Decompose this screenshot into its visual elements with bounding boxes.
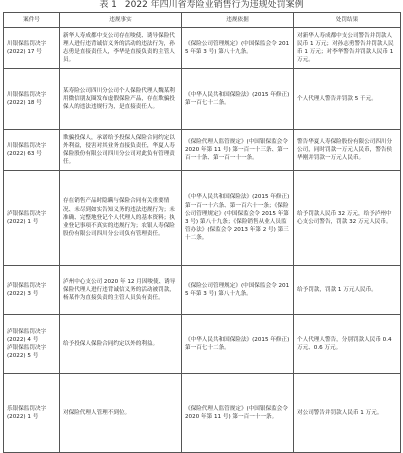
case-number-line: (2022) 4 号 [7,336,39,343]
penalty-cases-table [3,12,401,453]
case-number-line: 川银保监罚决字 [7,91,47,98]
table-row [4,374,401,453]
case-number-cell [4,28,60,69]
case-number-line: (2022) 63 号 [7,151,42,157]
case-number-line: 泸银保监罚决字 [7,345,47,351]
violation-basis-cell: 《保险公司管理规定》(中国保监会令 2015 年第 3 号) 第八十九条。 [182,266,294,315]
case-number-cell [4,69,60,130]
case-number-cell [4,266,60,315]
table-row [4,130,401,171]
table-number: 表 1 [99,0,117,10]
penalty-result-cell: 警告华夏人寿保险股份有限公司四川分公司，同时罚款一万元人民币，警告侯华刚并罚款一万元人民币。 [294,130,401,171]
case-number-line: (2022) 17 号 [7,49,42,55]
case-number-cell [4,315,60,374]
case-number-line: 泸银保监罚决字 [7,282,47,289]
violation-facts-cell: 对保险代理人管理不到位。 [60,374,182,453]
violation-basis-cell: 《中华人民共和国保险法》(2015 年修正) 第一百一十六条、第一百六十一条；《保险公司管理规定》(中国保监会令 2015 年第 3 号) 第八十九条；《保险销售从业人员监管办法》(保监会令 2013 年第 2 号) 第三十二条。 [182,171,294,266]
case-number-line: 乐银保监罚决字 [7,405,47,412]
header-basis: 违规依据 [182,13,294,28]
violation-facts-cell: 泸州中心支公司 2020 年 12 月因唆使、诱导保险代理人进行违背诚信义务的活动被罚款，杨某作为直接负责的主管人员负有责任。 [60,266,182,315]
violation-basis-cell: 《中华人民共和国保险法》(2015 年修正) 第一百七十二条。 [182,69,294,130]
penalty-result-cell: 给予罚款，罚款 1 万元人民币。 [294,266,401,315]
table-caption [0,0,403,11]
header-result: 处罚结果 [294,13,401,28]
penalty-result-cell: 对公司警告并罚款人民币 1 万元。 [294,374,401,453]
penalty-result-cell: 对新华人寿成都中支公司警告并罚款人民币 1 万元；对孙志勇警告并罚款人民币 1 万元；对李华警告并罚款人民币 1 万元。 [294,28,401,69]
violation-facts-cell: 某寿险公司四川分公司个人保险代理人魏某利用微信朋友圈发布虚假保险产品，存在欺骗投保人的违法违规行为，是直接责任人。 [60,69,182,130]
case-number-cell [4,374,60,453]
header-facts: 违规事实 [60,13,182,28]
case-number-line: 川银保监罚决字 [7,142,47,149]
violation-facts-cell: 欺骗投保人，承诺给予投保人保险合同约定以外利益，侵害对其业务直接负责任，华夏人寿保险股份有限公司四川分公司对此负有管理责任。 [60,130,182,171]
violation-basis-cell: 《保险代理人监管规定》(中国银保监会令 2020 年第 11 号) 第一百一十三条、第一百一十条、第一百一十一条。 [182,130,294,171]
table-row [4,171,401,266]
case-number-line: (2022) 5 号 [7,353,39,360]
violation-facts-cell: 新华人寿成都中支公司存在唆使、诱导保险代理人进行违背诚信义务的活动的违法行为，孙志勇是直接责任人，李华是直接负责的主管人员。 [60,28,182,69]
table-row [4,28,401,69]
table-row [4,69,401,130]
case-number-cell [4,171,60,266]
penalty-result-cell: 个人代理人警告，分别罚款人民币 0.4 万元、0.6 万元。 [294,315,401,374]
violation-facts-cell: 存在销售产品时隐瞒与保险合同有关重要情况、未尽到如实告知义务的违法违规行为；未准确、完整地登记个人代理人的基本资料；执业登记事项不真实的违规行为；农银人寿保险股份有限公司四川分公司负有管理责任。 [60,171,182,266]
case-number-line: 川银保监罚决字 [7,40,47,47]
case-number-line: 泸银保监罚决字 [7,210,47,217]
case-number-line: (2022) 18 号 [7,100,42,106]
violation-basis-cell: 《中华人民共和国保险法》(2015 年修正) 第一百七十二条。 [182,315,294,374]
header-row [4,13,401,28]
violation-basis-cell: 《保险代理人监管规定》(中国银保监会令 2020 年第 11 号) 第一百一十一条。 [182,374,294,453]
table-row [4,266,401,315]
header-case-no: 案件号 [4,13,60,28]
table-title: 2022 年四川省寿险业销售行为违规处罚案例 [124,0,304,10]
case-number-cell [4,130,60,171]
violation-facts-cell: 给予投保人保险合同约定以外的利益。 [60,315,182,374]
case-number-line: 泸银保监罚决字 [7,328,47,335]
penalty-result-cell: 个人代理人警告并罚款 5 千元。 [294,69,401,130]
violation-basis-cell: 《保险公司管理规定》(中国保监会令 2015 年第 3 号) 第八十九条。 [182,28,294,69]
case-number-line: (2022) 1 号 [7,219,39,225]
case-number-line: (2022) 3 号 [7,291,39,297]
penalty-result-cell: 给予罚款人民币 32 万元，给予泸州中心支公司警告，罚款 32 万元人民币。 [294,171,401,266]
table-row [4,315,401,374]
case-number-line: (2022) 1 号 [7,414,39,420]
